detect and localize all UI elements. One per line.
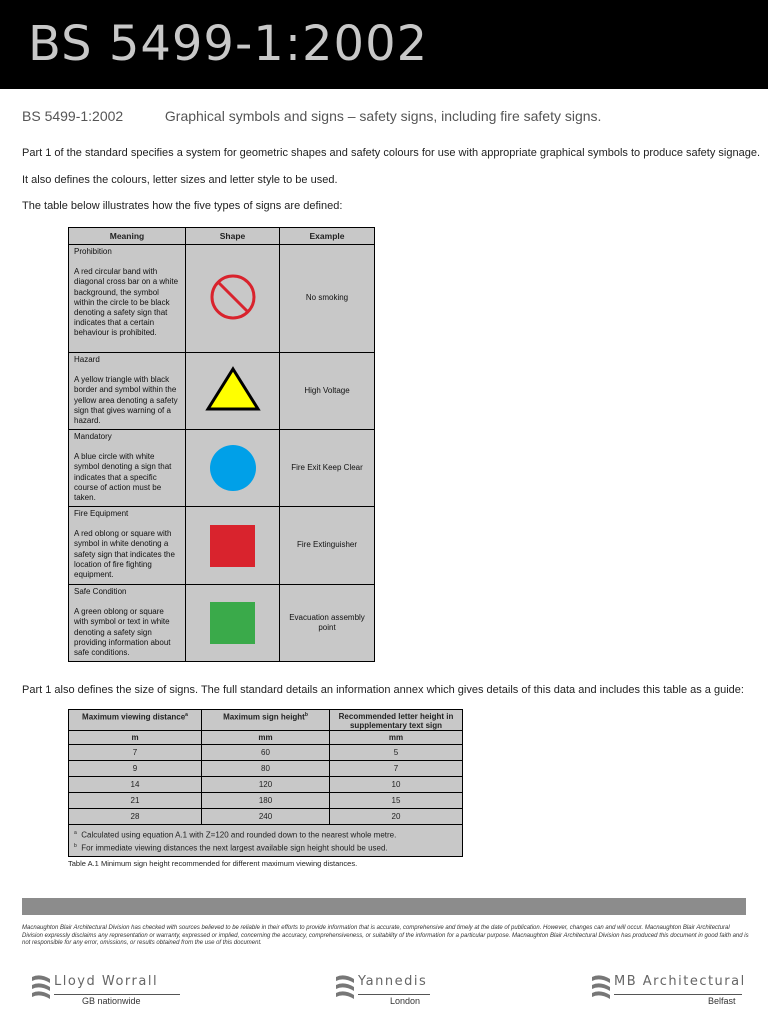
page-title: BS 5499-1:2002 [28,16,429,72]
example-cell: High Voltage [280,353,375,430]
sign-type-description: A yellow triangle with black border and symbol within the yellow area denoting a safety sign that gives warning of a hazard. [74,375,178,426]
sign-type-name: Safe Condition [74,587,127,596]
height-cell: 60 [202,745,330,761]
unit-letter: mm [330,731,463,745]
logo-lloyd-worrall [30,970,165,1012]
height-cell: 120 [202,777,330,793]
shape-cell [186,585,280,662]
table-row [69,793,463,809]
table-row-prohibition [69,245,375,353]
meaning-cell [69,245,186,353]
green-square-icon [210,602,255,644]
mb-architectural-logo-icon [590,973,612,1001]
table-row [69,761,463,777]
yannedis-logo-icon [334,973,356,1001]
column-header-distance: Maximum viewing distance$^a$ [69,710,202,731]
document-subtitle [22,108,601,124]
distance-cell: 14 [69,777,202,793]
letter-cell: 10 [330,777,463,793]
table-notes-row [69,825,463,857]
footnote-b: $^b$ For immediate viewing distances the next largest available sign height should be used. [74,842,388,853]
distance-cell: 9 [69,761,202,777]
distance-cell: 28 [69,809,202,825]
logo-location: London [390,996,421,1006]
logo-name: Lloyd Worrall [54,974,159,989]
example-cell: Fire Exit Keep Clear [280,430,375,507]
sign-size-table [68,709,463,857]
example-cell: Fire Extinguisher [280,507,375,585]
standard-code: BS 5499-1:2002 [22,108,124,124]
height-cell: 180 [202,793,330,809]
size-intro-paragraph: Part 1 also defines the size of signs. The full standard details an information annex which gives details of this data and includes this table as a guide: [22,684,744,696]
sign-types-table [68,227,375,662]
example-cell: No smoking [280,245,375,353]
unit-distance: m [69,731,202,745]
shape-cell [186,353,280,430]
table-header-row [69,228,375,245]
intro-paragraph-2: It also defines the colours, letter sizes and letter style to be used. [22,174,338,186]
table-caption: Table A.1 Minimum sign height recommended for different maximum viewing distances. [68,859,358,868]
logo-mb-architectural [590,970,746,1012]
distance-cell: 21 [69,793,202,809]
logo-underline [54,994,180,995]
standard-description: Graphical symbols and signs – safety signs, including fire safety signs. [164,108,602,124]
sign-type-name: Hazard [74,355,100,364]
footnote-a: $^a$ Calculated using equation A.1 with Z=120 and rounded down to the nearest whole metre. [74,830,397,840]
intro-paragraph-1: Part 1 of the standard specifies a system for geometric shapes and safety colours for use with appropriate graphical symbols to produce safety signage. [22,147,760,159]
table-row [69,745,463,761]
shape-cell [186,507,280,585]
sign-type-description: A blue circle with white symbol denoting a sign that indicates that a specific course of action must be taken. [74,452,172,503]
logo-location: Belfast [708,996,736,1006]
shape-cell [186,430,280,507]
letter-cell: 5 [330,745,463,761]
logo-name: MB Architectural [614,974,746,989]
column-header-example: Example [280,228,375,245]
sign-type-description: A green oblong or square with symbol or text in white denoting a safety sign providing information about safe conditions. [74,607,171,658]
intro-paragraph-3: The table below illustrates how the five types of signs are defined: [22,200,343,212]
shape-cell [186,245,280,353]
table-row [69,777,463,793]
disclaimer-text: Macnaughton Blair Architectural Division has checked with sources believed to be reliable in their efforts to provide information that is accurate, comprehensive and timely at the date of publication. However, changes can and will occur. Macnaughton Blair Architectural Division expressly disclaims any representation or warranty, expressed or implied, concerning the accuracy, comprehensiveness, or suitability of the information for a particular purpose. Macnaughton Blair Architectural Division has produced this document in good faith and is not responsible for any error, omissions, or results obtained from the use of this document. [22,925,749,947]
sign-type-name: Mandatory [74,432,112,441]
logo-location: GB nationwide [82,996,141,1006]
letter-cell: 20 [330,809,463,825]
unit-height: mm [202,731,330,745]
sign-type-description: A red circular band with diagonal cross bar on a white background, the symbol within the circle to be black denoting a safety sign that indicates that a certain behaviour is prohibited. [74,267,179,338]
meaning-cell [69,507,186,585]
table-row-safe-condition [69,585,375,662]
distance-cell: 7 [69,745,202,761]
table-row-fire-equipment [69,507,375,585]
height-cell: 240 [202,809,330,825]
table-notes [69,825,463,857]
footer-divider-bar [22,898,746,915]
table-row-hazard [69,353,375,430]
height-cell: 80 [202,761,330,777]
unit-row [69,731,463,745]
column-header-shape: Shape [186,228,280,245]
blue-circle-icon [210,445,256,491]
table-row-mandatory [69,430,375,507]
logo-underline [358,994,430,995]
red-square-icon [210,525,255,567]
sign-type-name: Prohibition [74,247,112,256]
letter-cell: 15 [330,793,463,809]
logo-yannedis [334,970,434,1012]
letter-cell: 7 [330,761,463,777]
meaning-cell [69,585,186,662]
column-header-height: Maximum sign height$^b$ [202,710,330,731]
sign-type-description: A red oblong or square with symbol in white denoting a safety sign that indicates the location of fire fighting equipment. [74,529,175,580]
yellow-triangle-icon [205,366,261,412]
column-header-meaning: Meaning [69,228,186,245]
column-header-letter-height: Recommended letter height in supplementary text sign [330,710,463,731]
logo-name: Yannedis [358,974,428,989]
red-circle-slash-icon [210,274,256,320]
table-header-row [69,710,463,731]
meaning-cell [69,430,186,507]
lloyd-worrall-logo-icon [30,973,52,1001]
table-row [69,809,463,825]
meaning-cell [69,353,186,430]
example-cell: Evacuation assembly point [280,585,375,662]
sign-type-name: Fire Equipment [74,509,129,518]
header-bar [0,0,768,89]
logo-underline [614,994,742,995]
